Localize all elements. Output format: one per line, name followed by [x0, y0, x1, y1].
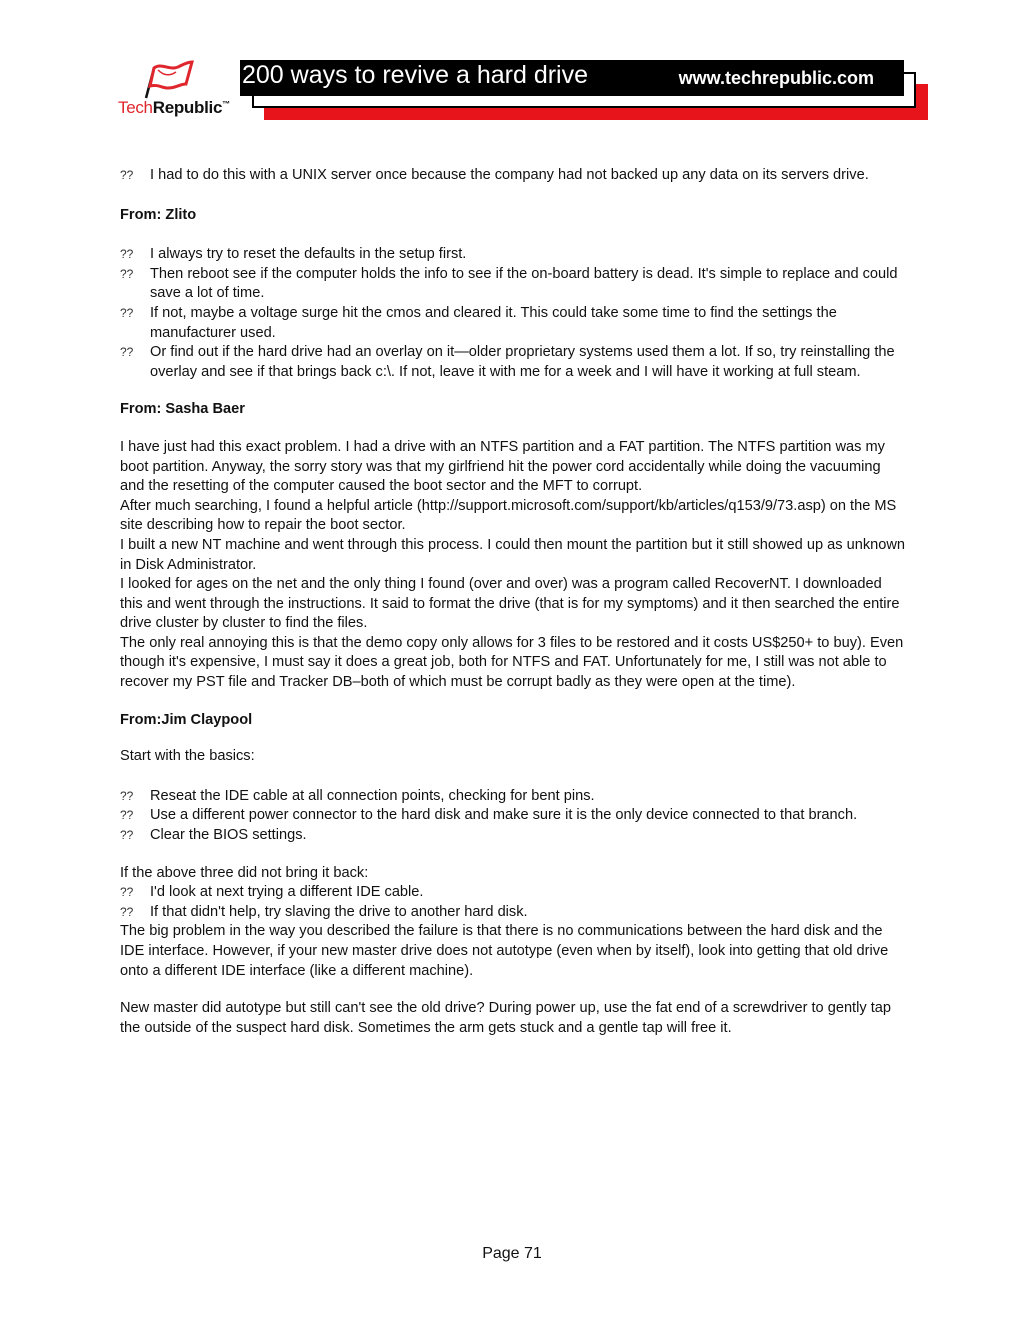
zlito-bullet-list	[120, 245, 906, 382]
claypool-bullet-list-2	[120, 883, 906, 922]
logo-tech: Tech	[118, 98, 153, 117]
list-item	[120, 245, 906, 265]
section-heading-sasha-baer: From: Sasha Baer	[120, 401, 245, 418]
section-heading-zlito: From: Zlito	[120, 206, 197, 223]
techrepublic-logo	[112, 56, 242, 126]
logo-republic: Republic	[152, 98, 223, 117]
intro-bullet-list	[120, 166, 906, 186]
bullet-glyph: ??	[120, 305, 134, 320]
list-item	[120, 806, 906, 826]
paragraph: If the above three did not bring it back:	[120, 864, 369, 881]
logo-tm: ™	[222, 99, 230, 109]
document-title: 200 ways to revive a hard drive	[242, 61, 589, 89]
bullet-text: Reseat the IDE cable at all connection points, checking for bent pins.	[150, 787, 595, 804]
bullet-text: Or find out if the hard drive had an overlay on it—older proprietary systems used them a lot. If so, try reinstalling the overlay and see if that brings back c:\. If not, leave it with me for a week and I will have it working at full steam.	[150, 344, 895, 380]
list-item	[120, 903, 906, 923]
page-number: Page 71	[482, 1245, 542, 1262]
bullet-text: I'd look at next trying a different IDE cable.	[150, 884, 424, 901]
bullet-glyph: ??	[120, 904, 134, 919]
bullet-text: I had to do this with a UNIX server once because the company had not backed up any data on its servers drive.	[150, 167, 869, 183]
bullet-text: Clear the BIOS settings.	[150, 827, 307, 844]
bullet-glyph: ??	[120, 266, 134, 281]
paragraph: I looked for ages on the net and the only thing I found (over and over) was a program called RecoverNT. I downloaded this and went through the instructions. It said to format the drive (that is for my symptoms) and it then searched the entire drive cluster by cluster to find the files.	[120, 576, 900, 632]
list-item	[120, 787, 906, 807]
paragraph: Start with the basics:	[120, 748, 255, 765]
page-content	[120, 166, 906, 1038]
bullet-text: Use a different power connector to the hard disk and make sure it is the only device connected to that branch.	[150, 807, 858, 824]
bullet-glyph: ??	[120, 828, 134, 843]
bullet-glyph: ??	[120, 808, 134, 823]
list-item	[120, 883, 906, 903]
bullet-glyph: ??	[120, 345, 134, 360]
bullet-text: If not, maybe a voltage surge hit the cmos and cleared it. This could take some time to find the settings the manufacturer used.	[150, 304, 837, 341]
list-item	[120, 826, 906, 846]
bullet-text: I always try to reset the defaults in the setup first.	[150, 246, 467, 263]
bullet-glyph: ??	[120, 247, 134, 262]
paragraph: New master did autotype but still can't see the old drive? During power up, use the fat end of a screwdriver to gently tap the outside of the suspect hard disk. Sometimes the arm gets stuck and a gentle tap will free it.	[120, 1000, 891, 1036]
logo-wordmark	[118, 98, 230, 118]
site-url: www.techrepublic.com	[678, 68, 874, 88]
paragraph: The big problem in the way you described the failure is that there is no communications between the hard disk and the IDE interface. However, if your new master drive does not autotype (even when by itself), look into getting that old drive onto a different IDE interface (like a different machine).	[120, 923, 889, 979]
bullet-glyph: ??	[120, 885, 134, 900]
paragraph: After much searching, I found a helpful article (http://support.microsoft.com/support/kb/articles/q153/9/73.asp) on the MS site describing how to repair the boot sector.	[120, 497, 897, 534]
list-item	[120, 343, 906, 382]
bullet-text: If that didn't help, try slaving the drive to another hard disk.	[150, 903, 528, 920]
list-item	[120, 166, 906, 186]
header-title-bar	[240, 60, 904, 96]
claypool-bullet-list	[120, 787, 906, 846]
section-heading-jim-claypool: From:Jim Claypool	[120, 711, 253, 728]
bullet-glyph: ??	[120, 168, 134, 182]
sasha-baer-body	[120, 438, 906, 693]
paragraph: I built a new NT machine and went through this process. I could then mount the partition but it still showed up as unknown in Disk Administrator.	[120, 536, 905, 573]
bullet-text: Then reboot see if the computer holds the info to see if the on-board battery is dead. It's simple to replace and could save a lot of time.	[150, 265, 898, 302]
paragraph: I have just had this exact problem. I had a drive with an NTFS partition and a FAT partition. The NTFS partition was my boot partition. Anyway, the sorry story was that my girlfriend hit the power cord accidentally while doing the vacuuming and the resetting of the computer caused the boot sector and the MFT to corrupt.	[120, 438, 885, 495]
flag-icon	[140, 58, 198, 102]
bullet-glyph: ??	[120, 788, 134, 803]
list-item	[120, 265, 906, 304]
list-item	[120, 304, 906, 343]
paragraph: The only real annoying this is that the demo copy only allows for 3 files to be restored and it costs US$250+ to buy). Even though it's expensive, I must say it does a great job, both for NTFS and FAT. Unfortunately for me, I still was not able to recover my PST file and Tracker DB–both of which must be corrupt badly as they were open at the time).	[120, 634, 904, 691]
